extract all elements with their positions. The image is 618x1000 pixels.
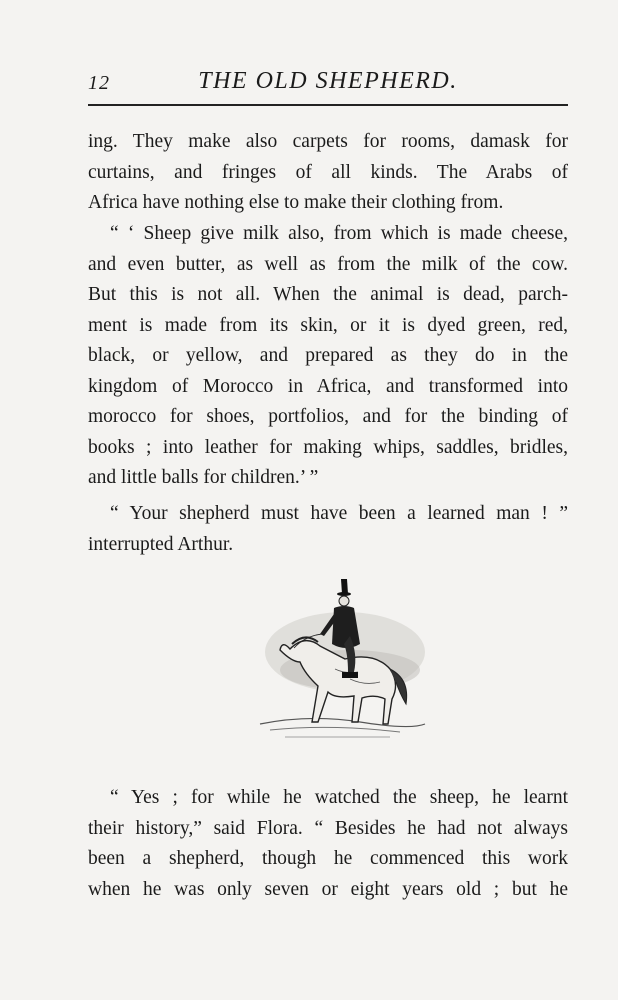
text-line: “ Your shepherd must have been a learned man ! ” bbox=[110, 503, 568, 524]
text-line: “ ‘ Sheep give milk also, from which is made cheese, bbox=[110, 223, 568, 244]
text-line: their history,” said Flora. “ Besides he had not always bbox=[88, 817, 568, 839]
text-line: when he was only seven or eight years old ; but he bbox=[88, 878, 568, 900]
horse-rider-illustration bbox=[250, 574, 428, 744]
text-line: black, or yellow, and prepared as they do in the bbox=[88, 345, 568, 366]
text-line: curtains, and fringes of all kinds. The Arabs of bbox=[88, 161, 568, 183]
paragraph-4 bbox=[88, 783, 568, 905]
page-number: 12 bbox=[88, 72, 110, 94]
text-line: interrupted Arthur. bbox=[88, 533, 234, 555]
text-line: ing. They make also carpets for rooms, damask for bbox=[88, 131, 568, 152]
page-header bbox=[88, 66, 568, 106]
paragraph-2 bbox=[88, 219, 568, 494]
text-line: been a shepherd, though he commenced this work bbox=[88, 848, 568, 869]
header-rule bbox=[88, 104, 568, 106]
paragraph-1 bbox=[88, 127, 568, 219]
running-title: THE OLD SHEPHERD. bbox=[198, 68, 458, 94]
text-line: Africa have nothing else to make their clothing from. bbox=[88, 192, 504, 213]
paragraph-3 bbox=[88, 499, 568, 560]
text-line: and even butter, as well as from the milk of the cow. bbox=[88, 253, 568, 275]
text-line: morocco for shoes, portfolios, and for the binding of bbox=[88, 406, 568, 427]
text-line: books ; into leather for making whips, saddles, bridles, bbox=[88, 436, 568, 458]
text-line: ment is made from its skin, or it is dyed green, red, bbox=[88, 314, 568, 336]
text-line: kingdom of Morocco in Africa, and transformed into bbox=[88, 375, 568, 397]
text-line: and little balls for children.’ ” bbox=[88, 467, 319, 488]
text-line: But this is not all. When the animal is dead, parch- bbox=[88, 284, 568, 305]
text-line: “ Yes ; for while he watched the sheep, he learnt bbox=[110, 787, 568, 808]
